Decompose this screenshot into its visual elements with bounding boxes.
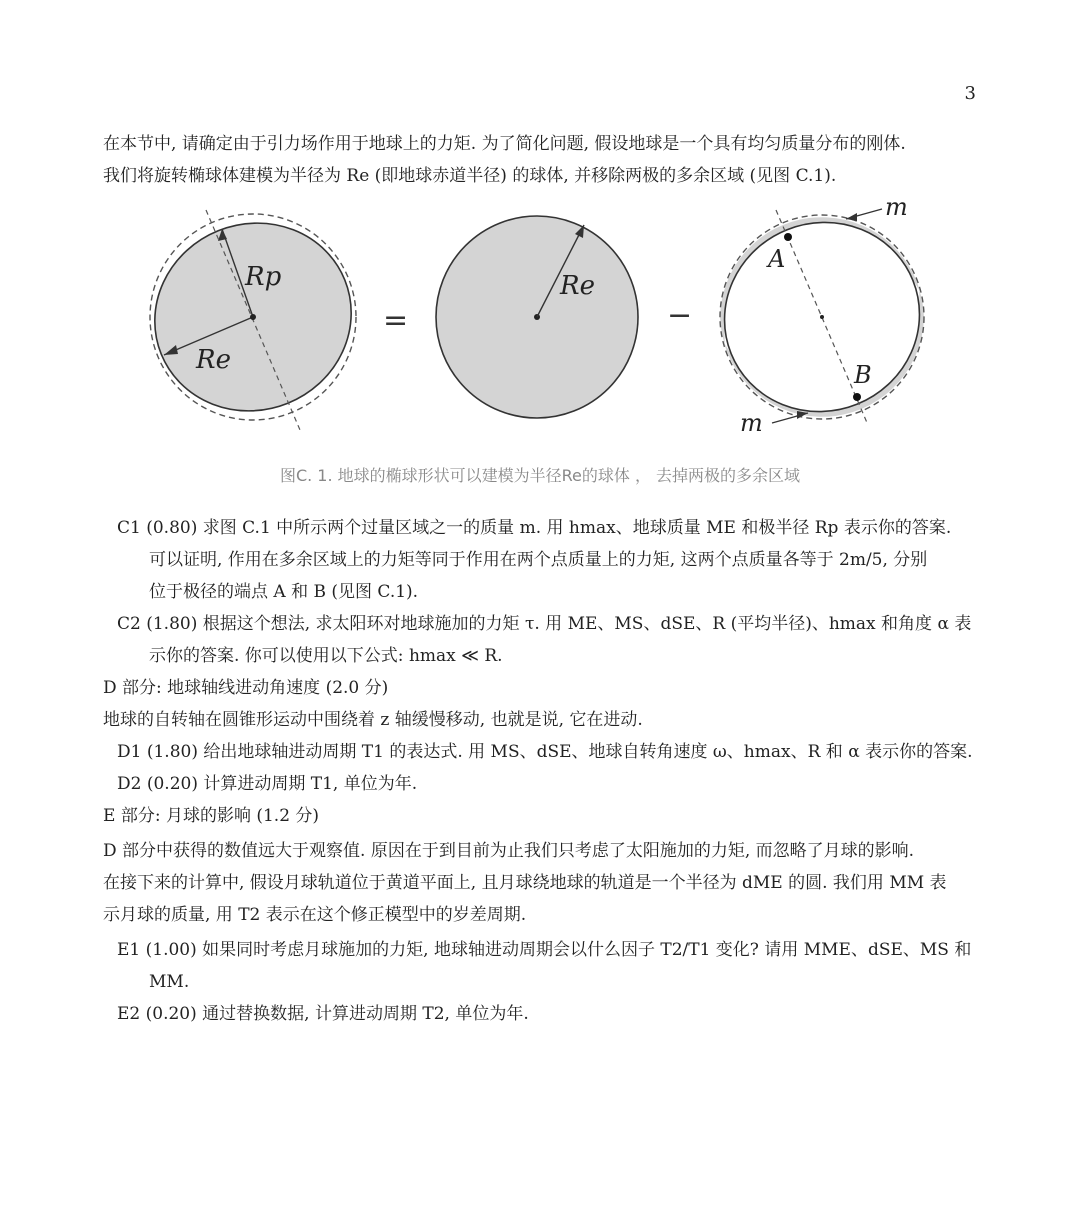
- label-m-bottom: m: [740, 409, 763, 437]
- part-e-line-2: 在接下来的计算中, 假设月球轨道位于黄道平面上, 且月球绕地球的轨道是一个半径为 dME 的圆. 我们用 MM 表: [103, 873, 947, 893]
- intro-line-1: 在本节中, 请确定由于引力场作用于地球上的力矩. 为了简化问题, 假设地球是一个具有均匀质量分布的刚体.: [103, 134, 906, 154]
- label-a: A: [768, 245, 786, 273]
- question-d2: D2 (0.20) 计算进动周期 T1, 单位为年.: [117, 774, 418, 794]
- part-d-title: D 部分: 地球轴线进动角速度 (2.0 分): [103, 678, 389, 698]
- question-c2-label: C2 (1.80): [117, 614, 198, 634]
- question-d1: D1 (1.80) 给出地球轴进动周期 T1 的表达式. 用 MS、dSE、地球自转角速度 ω、hmax、R 和 α 表示你的答案.: [117, 742, 973, 762]
- question-c1-line-3: 位于极径的端点 A 和 B (见图 C.1).: [149, 582, 419, 602]
- question-c2-text: 根据这个想法, 求太阳环对地球施加的力矩 τ. 用 ME、MS、dSE、R (平均半径)、hmax 和角度 α 表: [202, 614, 972, 634]
- question-c2-line-2: 示你的答案. 你可以使用以下公式: hmax ≪ R.: [149, 646, 503, 666]
- part-e-line-1: D 部分中获得的数值远大于观察值. 原因在于到目前为止我们只考虑了太阳施加的力矩, 而忽略了月球的影响.: [103, 841, 915, 861]
- figure-caption: 图C. 1. 地球的椭球形状可以建模为半径Re的球体 ， 去掉两极的多余区域: [279, 466, 801, 485]
- part-e-line-3: 示月球的质量, 用 T2 表示在这个修正模型中的岁差周期.: [103, 905, 527, 925]
- ellipsoid-diagram: [140, 195, 380, 440]
- label-rp: Rp: [245, 262, 282, 292]
- part-d-text: 地球的自转轴在圆锥形运动中围绕着 z 轴缓慢移动, 也就是说, 它在进动.: [103, 710, 643, 730]
- part-e-title: E 部分: 月球的影响 (1.2 分): [103, 806, 320, 826]
- equals-sign: =: [383, 303, 409, 338]
- minus-sign: −: [667, 298, 693, 333]
- intro-line-2: 我们将旋转椭球体建模为半径为 Re (即地球赤道半径) 的球体, 并移除两极的多余区域 (见图 C.1).: [103, 166, 837, 186]
- label-re-left: Re: [196, 345, 231, 375]
- question-e1-line-2: MM.: [149, 972, 190, 992]
- question-c1-line-2: 可以证明, 作用在多余区域上的力矩等同于作用在两个点质量上的力矩, 这两个点质量各等于 2m/5, 分别: [149, 550, 928, 570]
- question-e1-line-1: E1 (1.00) 如果同时考虑月球施加的力矩, 地球轴进动周期会以什么因子 T2/T1 变化? 请用 MME、dSE、MS 和: [117, 940, 972, 960]
- excess-region-diagram: [696, 195, 940, 441]
- question-c1-label: C1 (0.80): [117, 518, 198, 538]
- page-number: 3: [964, 83, 976, 104]
- question-e2: E2 (0.20) 通过替换数据, 计算进动周期 T2, 单位为年.: [117, 1004, 529, 1024]
- sphere-diagram: [436, 216, 638, 418]
- question-c2-line-1: [117, 608, 979, 640]
- label-re-mid: Re: [560, 271, 595, 301]
- label-b: B: [854, 361, 872, 389]
- label-m-top: m: [885, 195, 908, 221]
- question-c1-text: 求图 C.1 中所示两个过量区域之一的质量 m. 用 hmax、地球质量 ME 和极半径 Rp 表示你的答案.: [202, 518, 952, 538]
- figure-c1: [140, 195, 940, 450]
- question-c1-line-1: [117, 512, 979, 544]
